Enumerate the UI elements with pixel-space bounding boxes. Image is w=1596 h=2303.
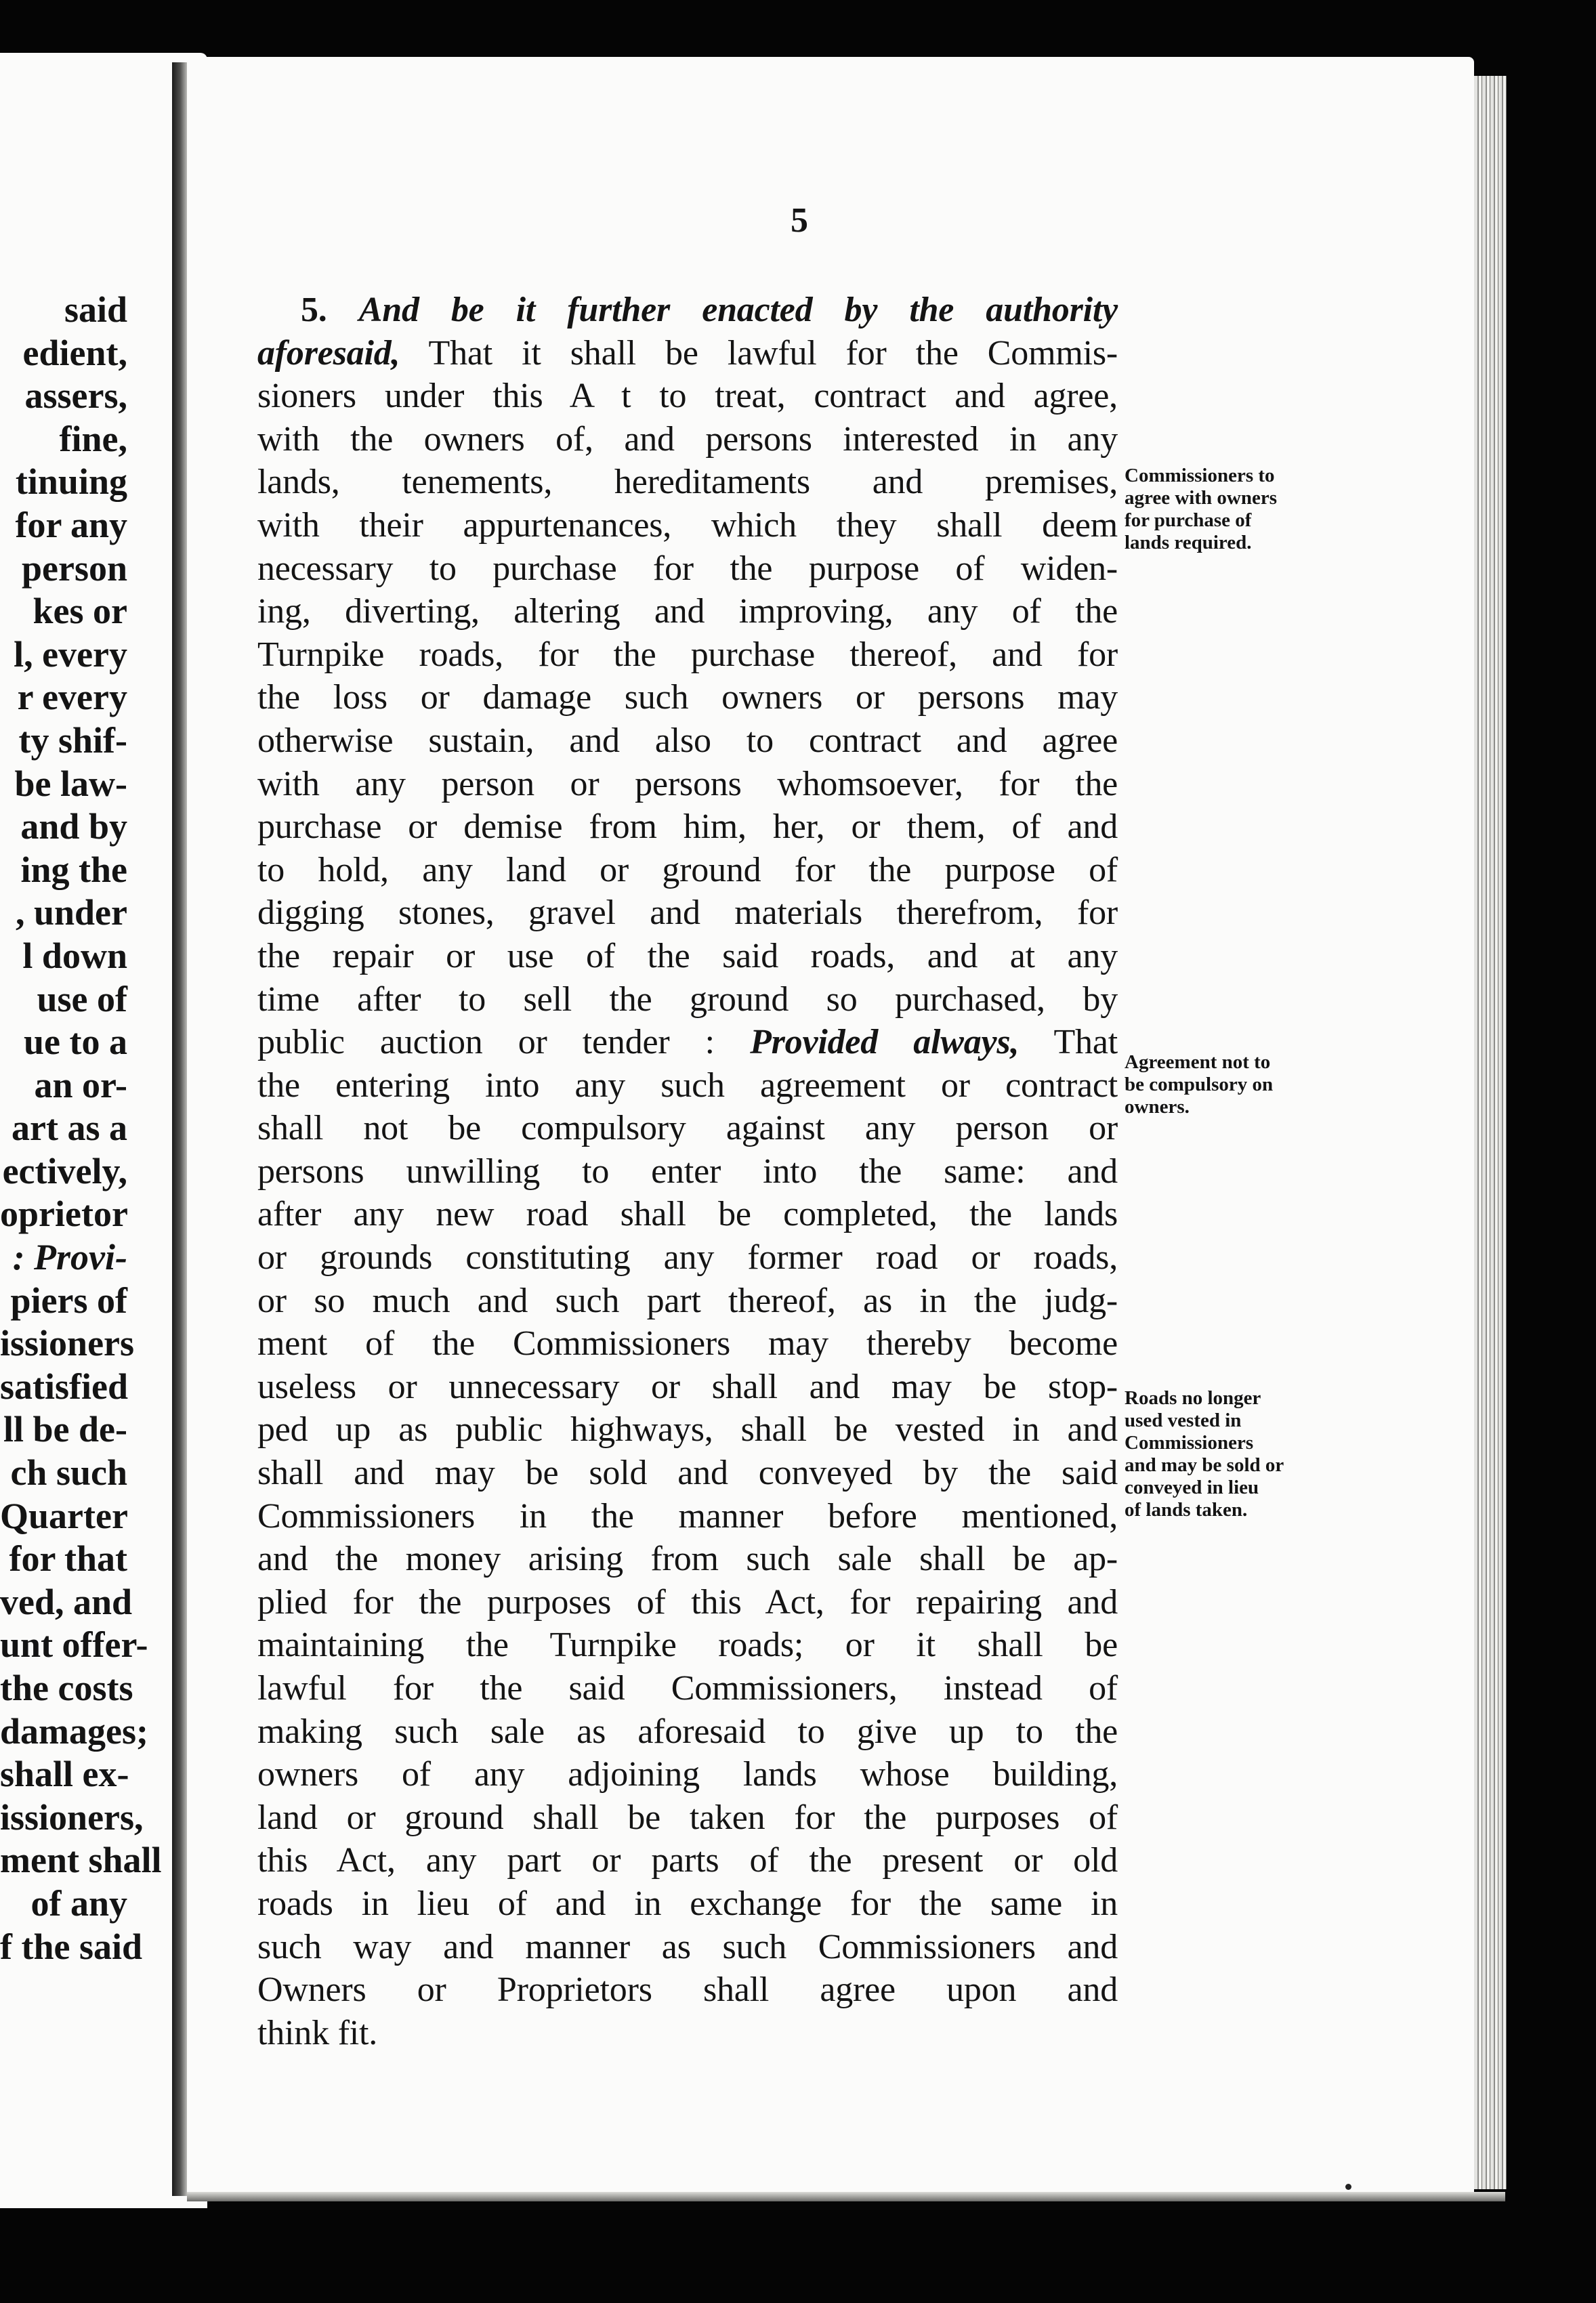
marginal-note-line: used vested in bbox=[1125, 1410, 1242, 1431]
marginal-note-line: Agreement not to bbox=[1125, 1051, 1271, 1073]
text-line: kes or bbox=[33, 591, 127, 632]
text-line: ue to a bbox=[24, 1021, 127, 1063]
text-line: Turnpike roads, for the purchase thereof, and for bbox=[257, 635, 1118, 674]
text-line: persons unwilling to enter into the same: and bbox=[257, 1152, 1118, 1191]
text-line: said bbox=[64, 289, 127, 330]
page-number: 5 bbox=[791, 201, 808, 240]
marginal-note-line: of lands taken. bbox=[1125, 1499, 1248, 1521]
marginal-note-line: for purchase of bbox=[1125, 509, 1252, 531]
section-heading-line bbox=[257, 289, 1118, 332]
text-line: damages; bbox=[0, 1710, 148, 1752]
text-line: after any new road shall be completed, the lands bbox=[257, 1195, 1118, 1234]
text-line: edient, bbox=[22, 332, 127, 373]
text-line: the loss or damage such owners or persons may bbox=[257, 678, 1118, 717]
text-line: otherwise sustain, and also to contract and agree bbox=[257, 721, 1118, 760]
text-line: : Provi- bbox=[12, 1237, 127, 1278]
marginal-note-line: Commissioners bbox=[1125, 1432, 1254, 1454]
text-line: issioners, bbox=[0, 1796, 144, 1838]
text-line: maintaining the Turnpike roads; or it shall be bbox=[257, 1626, 1118, 1665]
text-line: plied for the purposes of this Act, for repairing and bbox=[257, 1582, 1118, 1622]
text-line: person bbox=[21, 547, 127, 589]
text-segment: public auction or tender : bbox=[257, 1023, 715, 1062]
text-line: to hold, any land or ground for the purpose of bbox=[257, 850, 1118, 889]
text-line: Owners or Proprietors shall agree upon and bbox=[257, 1970, 1118, 2010]
book-gutter bbox=[172, 62, 187, 2196]
text-line: shall not be compulsory against any person or bbox=[257, 1109, 1118, 1148]
text-line: l, every bbox=[14, 633, 127, 675]
text-line: fine, bbox=[59, 418, 127, 459]
text-line: r every bbox=[17, 677, 127, 718]
text-line: Quarter bbox=[0, 1495, 128, 1536]
section-body bbox=[257, 289, 1118, 2054]
text-line: oprietor bbox=[0, 1193, 128, 1235]
text-line: with their appurtenances, which they shall deem bbox=[257, 505, 1118, 545]
text-line: of any bbox=[30, 1882, 127, 1924]
text-line: sioners under this A t to treat, contract and agree, bbox=[257, 377, 1118, 416]
marginal-note-line: owners. bbox=[1125, 1096, 1190, 1118]
marginal-note-line: be compulsory on bbox=[1125, 1074, 1274, 1095]
text-line: ch such bbox=[10, 1452, 127, 1494]
text-line bbox=[257, 332, 1118, 375]
marginal-note-line: agree with owners bbox=[1125, 487, 1277, 509]
text-line: Commissioners in the manner before mentioned, bbox=[257, 1496, 1118, 1536]
text-line: digging stones, gravel and materials therefrom, for bbox=[257, 893, 1118, 933]
text-line: ty shif- bbox=[18, 719, 127, 761]
text-line: ped up as public highways, shall be vested in and bbox=[257, 1410, 1118, 1450]
text-line: purchase or demise from him, her, or them, of and bbox=[257, 807, 1118, 847]
marginal-note-line: Commissioners to bbox=[1125, 465, 1275, 486]
text-line: or grounds constituting any former road or roads, bbox=[257, 1238, 1118, 1277]
marginal-note-line: Roads no longer bbox=[1125, 1387, 1261, 1409]
text-line: , under bbox=[15, 892, 127, 933]
text-line: art as a bbox=[12, 1107, 127, 1149]
text-line: with any person or persons whomsoever, for the bbox=[257, 764, 1118, 803]
text-line: shall ex- bbox=[0, 1754, 129, 1795]
text-line: satisfied bbox=[0, 1366, 128, 1407]
aforesaid-italic: aforesaid, bbox=[257, 333, 400, 373]
text-line: use of bbox=[37, 978, 127, 1019]
facing-page-text bbox=[0, 289, 162, 1968]
text-line: ment of the Commissioners may thereby become bbox=[257, 1324, 1118, 1364]
text-line: shall and may be sold and conveyed by the said bbox=[257, 1454, 1118, 1493]
page-edges bbox=[1474, 76, 1507, 2189]
text-line: l down bbox=[22, 935, 127, 976]
text-line: lawful for the said Commissioners, instead of bbox=[257, 1669, 1118, 1708]
text-line bbox=[257, 1021, 1118, 1064]
marginal-note-roads-no-longer-used bbox=[1125, 1387, 1348, 1521]
text-line: the repair or use of the said roads, and at any bbox=[257, 936, 1118, 975]
text-segment: That bbox=[1053, 1023, 1118, 1062]
marginal-note-commissioners-agree bbox=[1125, 465, 1348, 554]
text-line: ing, diverting, altering and improving, any of the bbox=[257, 592, 1118, 631]
text-line: ll be de- bbox=[3, 1409, 127, 1450]
marginal-note-line: lands required. bbox=[1125, 532, 1252, 553]
text-line: the costs bbox=[0, 1668, 133, 1708]
text-segment: That it shall be lawful for the Commis- bbox=[428, 333, 1118, 373]
text-line: time after to sell the ground so purchased, by bbox=[257, 979, 1118, 1019]
enacting-clause: And be it further enacted by the authority bbox=[358, 291, 1118, 329]
text-line: think fit. bbox=[257, 2013, 378, 2052]
text-line: unt offer- bbox=[0, 1624, 148, 1666]
page-bottom-edge bbox=[187, 2192, 1505, 2201]
text-line: owners of any adjoining lands whose building, bbox=[257, 1755, 1118, 1794]
text-line: this Act, any part or parts of the present or old bbox=[257, 1841, 1118, 1880]
text-line: assers, bbox=[24, 375, 127, 417]
text-line: be law- bbox=[14, 763, 127, 804]
section-number: 5. bbox=[301, 291, 327, 329]
text-line: tinuing bbox=[15, 461, 127, 503]
text-line: piers of bbox=[10, 1280, 127, 1321]
text-line: with the owners of, and persons interested in any bbox=[257, 419, 1118, 459]
text-line: necessary to purchase for the purpose of widen- bbox=[257, 549, 1118, 588]
marginal-note-line: and may be sold or bbox=[1125, 1454, 1284, 1476]
ink-speck bbox=[1345, 2184, 1351, 2190]
text-line: and the money arising from such sale shall be ap- bbox=[257, 1540, 1118, 1579]
text-line: the entering into any such agreement or contract bbox=[257, 1065, 1118, 1105]
text-line: ing the bbox=[20, 849, 127, 890]
text-line: for any bbox=[15, 504, 127, 545]
text-line: useless or unnecessary or shall and may be stop- bbox=[257, 1367, 1118, 1406]
text-line: ved, and bbox=[0, 1581, 133, 1622]
text-line: issioners bbox=[0, 1323, 135, 1364]
text-line: lands, tenements, hereditaments and premises, bbox=[257, 463, 1118, 502]
text-line: making such sale as aforesaid to give up to the bbox=[257, 1712, 1118, 1751]
text-line: land or ground shall be taken for the purposes of bbox=[257, 1798, 1118, 1837]
marginal-note-agreement-not-compulsory bbox=[1125, 1051, 1348, 1118]
text-line: such way and manner as such Commissioners and bbox=[257, 1927, 1118, 1966]
text-line: for that bbox=[9, 1538, 127, 1580]
text-line: ment shall bbox=[0, 1840, 162, 1881]
text-line: an or- bbox=[34, 1064, 127, 1105]
text-line: or so much and such part thereof, as in the judg- bbox=[257, 1281, 1118, 1320]
text-line: ectively, bbox=[2, 1150, 127, 1191]
text-line: and by bbox=[20, 806, 127, 847]
marginal-note-line: conveyed in lieu bbox=[1125, 1477, 1259, 1498]
text-line: roads in lieu of and in exchange for the same in bbox=[257, 1884, 1118, 1923]
provided-always-italic: Provided always, bbox=[750, 1023, 1020, 1062]
text-line: f the said bbox=[0, 1926, 143, 1967]
